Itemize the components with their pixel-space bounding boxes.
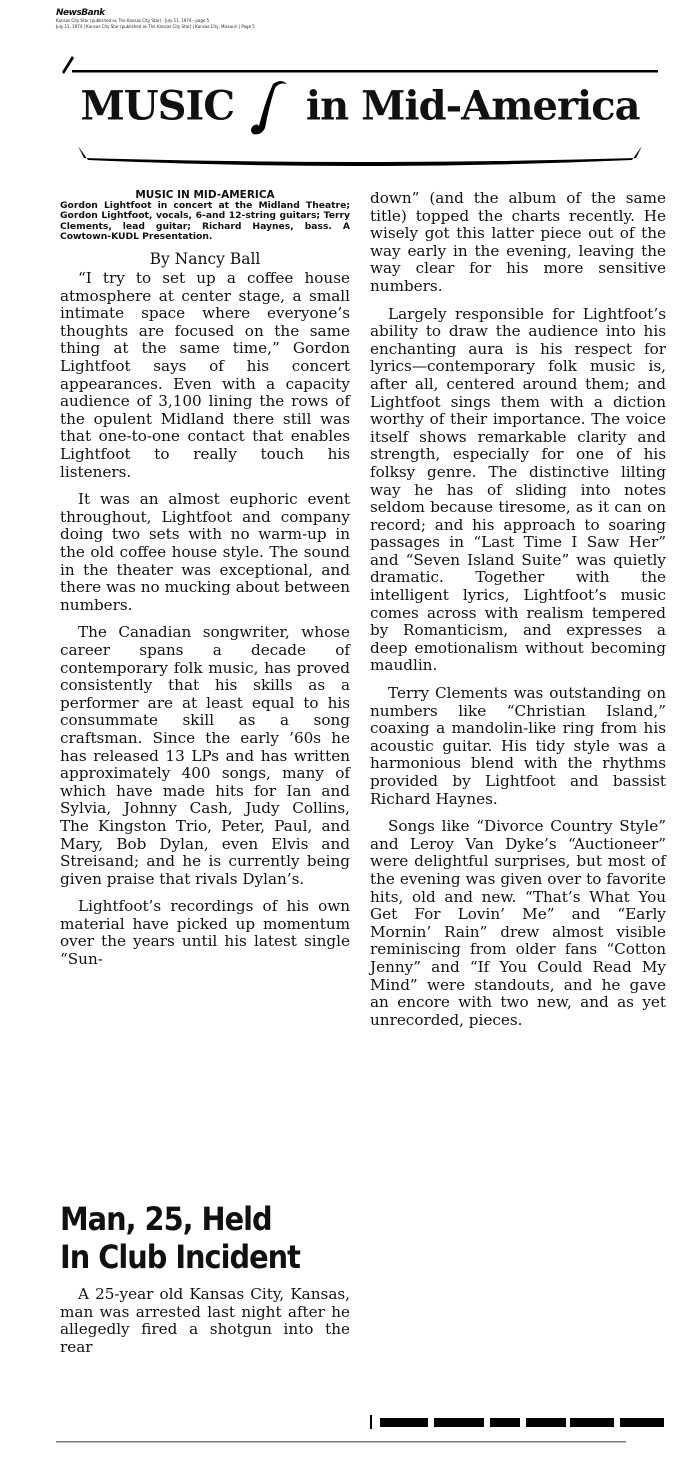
source-line: July 11, 1974 | Kansas City Star (published as The Kansas City Star) | Kansas City, Missouri | Page 5	[56, 24, 255, 29]
headline-line: In Club Incident	[60, 1238, 300, 1276]
paragraph: Largely responsible for Lightfoot’s ability to draw the audience into his enchanting aura is his respect for lyrics—contemporary folk music is, after all, centered around them; and Lightfoot sings them with a diction worthy of their importance. The voice itself shows remarkable clarity and strength, especially for one of his folksy genre. The distinctive lilting way he has of sliding into notes seldom because tiresome, as it can on record; and his approach to soaring passages in “Last Time I Saw Her” and “Seven Island Suite” was quietly dramatic. Together with the intelligent lyrics, Lightfoot’s music comes across with realism tempered by Romanticism, and expresses a deep emotionalism without becoming maudlin.	[370, 304, 666, 675]
scan-edge-line	[56, 1440, 626, 1445]
section-title	[60, 76, 660, 136]
section-title-left: MUSIC	[80, 82, 235, 130]
paragraph: The Canadian songwriter, whose career spans a decade of contemporary folk music, has proved consistently that his skills as a performer are at least equal to his consummate skill as a song craftsman. Since the early ’60s he has released 13 LPs and has written approximately 400 songs, many of which have made hits for Ian and Sylvia, Johnny Cash, Judy Collins, The Kingston Trio, Peter, Paul, and Mary, Bob Dylan, even Elvis and Streisand; and he is currently being given praise that rivals Dylan’s.	[60, 623, 350, 888]
review-info-body: Gordon Lightfoot in concert at the Midland Theatre; Gordon Lightfoot, vocals, 6-and 12-string guitars; Terry Clements, lead guitar; Richard Haynes, bass. A Cowtown-KUDL Presentation.	[60, 199, 350, 242]
footer-ornament	[370, 1413, 666, 1431]
paragraph: “I try to set up a coffee house atmosphere at center stage, a small intimate space where everyone’s thoughts are focused on the same thing at the same time,” Gordon Lightfoot says of his concert appearances. Even with a capacity audience of 3,100 lining the rows of the opulent Midland there still was that one-to-one contact that enables Lightfoot to really touch his listeners.	[60, 269, 350, 481]
paragraph: It was an almost euphoric event throughout, Lightfoot and company doing two sets with no warm-up in the old coffee house style. The sound in the theater was exceptional, and there was no mucking about between numbers.	[60, 490, 350, 614]
section-title-right: in Mid-America	[305, 82, 640, 130]
headline-line: Man, 25, Held	[60, 1200, 272, 1238]
story-body	[60, 1286, 350, 1436]
article-column-right	[370, 190, 666, 1464]
paragraph: Lightfoot’s recordings of his own material have picked up momentum over the years until his latest single “Sun-	[60, 897, 350, 969]
clip-header	[56, 8, 356, 44]
newsbank-logo: NewsBank	[56, 8, 105, 18]
review-info-title: MUSIC IN MID-AMERICA	[135, 189, 275, 201]
section-masthead	[60, 48, 660, 178]
music-note-icon	[247, 76, 293, 136]
paragraph: down” (and the album of the same title) topped the charts recently. He wisely got this latter piece out of the way early in the evening, leaving the way clear for his more sensitive numbers.	[370, 189, 666, 295]
article-column-left	[60, 190, 350, 1260]
review-info-box	[60, 190, 350, 243]
paragraph: Terry Clements was outstanding on numbers like “Christian Island,” coaxing a mandolin-like ring from his acoustic guitar. His tidy style was a harmonious blend with the rhythms provided by Lightfoot and bassist Richard Haynes.	[370, 684, 666, 808]
byline: By Nancy Ball	[149, 249, 261, 268]
story-headline	[60, 1200, 360, 1276]
paragraph: Songs like “Divorce Country Style” and Leroy Van Dyke’s “Auctioneer” were delightful surprises, but most of the evening was given over to favorite hits, old and new. “That’s What You Get For Lovin’ Me” and “Early Mornin’ Rain” drew almost visible reminiscing from older fans “Cotton Jenny” and “If You Could Read My Mind” were standouts, and he gave an encore with two new, and as yet unrecorded, pieces.	[370, 817, 666, 1029]
source-line: Kansas City Star (published as The Kansas City Star) - July 11, 1974 - page 5	[56, 18, 210, 23]
paragraph: A 25-year old Kansas City, Kansas, man was arrested last night after he allegedly fired a shotgun into the rear	[60, 1286, 350, 1356]
